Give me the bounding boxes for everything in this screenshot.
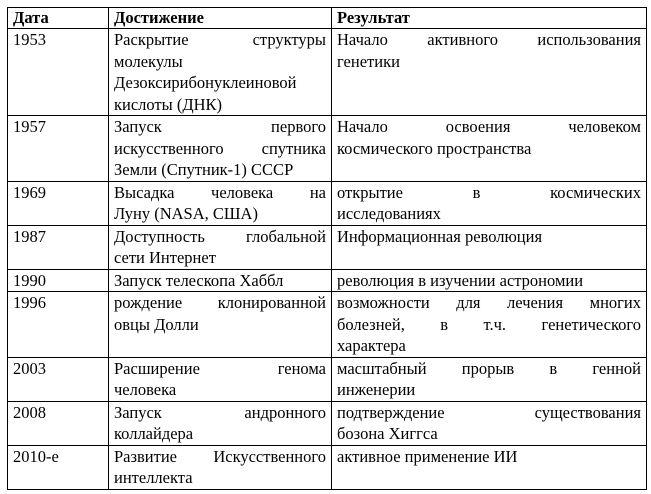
achievement-line: Расширение генома <box>114 358 326 378</box>
cell-date: 1953 <box>8 29 109 116</box>
header-result: Результат <box>332 8 647 29</box>
cell-date: 1957 <box>8 116 109 182</box>
table-row <box>8 225 647 269</box>
cell-date: 1990 <box>8 269 109 292</box>
result-line: бозона Хиггса <box>337 424 438 443</box>
result-line: масштабный прорыв в генной <box>337 358 641 378</box>
cell-achievement <box>109 269 332 292</box>
cell-achievement <box>109 401 332 445</box>
result-line: Начало активного использования <box>337 30 641 49</box>
achievement-line: Земли (Спутник-1) СССР <box>114 160 294 179</box>
achievement-line: молекулы <box>114 51 183 71</box>
cell-date: 2010-е <box>8 445 109 489</box>
result-line: космического пространства <box>337 138 532 158</box>
cell-achievement <box>109 357 332 401</box>
result-line: активное применение ИИ <box>337 446 518 466</box>
table-row <box>8 357 647 401</box>
achievement-line: Высадка человека на <box>114 182 326 202</box>
table-row <box>8 181 647 225</box>
cell-achievement <box>109 29 332 116</box>
achievement-line: Доступность глобальной <box>114 226 326 246</box>
cell-achievement <box>109 116 332 182</box>
cell-result <box>332 181 647 225</box>
achievement-line: коллайдера <box>114 424 194 443</box>
cell-achievement <box>109 292 332 358</box>
table-body <box>8 29 647 490</box>
result-line: генетики <box>337 51 400 71</box>
cell-result <box>332 401 647 445</box>
cell-date: 2003 <box>8 357 109 401</box>
cell-date: 1969 <box>8 181 109 225</box>
achievement-line: Запуск телескопа Хаббл <box>114 270 284 290</box>
table-row <box>8 116 647 182</box>
result-line: подтверждение существования <box>337 402 641 422</box>
cell-date: 2008 <box>8 401 109 445</box>
achievements-table <box>7 7 647 490</box>
cell-result <box>332 225 647 269</box>
achievement-line: Запуск первого <box>114 117 326 136</box>
cell-date: 1987 <box>8 225 109 269</box>
table-row <box>8 269 647 292</box>
cell-achievement <box>109 181 332 225</box>
achievement-line: Луну (NASA, США) <box>114 204 258 223</box>
result-line: возможности для лечения многих <box>337 293 641 312</box>
achievement-line: сети Интернет <box>114 248 216 267</box>
achievement-line: кислоты (ДНК) <box>114 94 223 114</box>
achievement-line: овцы Долли <box>114 314 199 334</box>
achievement-line: искусственного спутника <box>114 138 326 158</box>
cell-result <box>332 445 647 489</box>
achievement-line: человека <box>114 380 177 399</box>
cell-date: 1996 <box>8 292 109 358</box>
header-row <box>8 8 647 29</box>
table-row <box>8 29 647 116</box>
table-row <box>8 445 647 489</box>
result-line: болезней, в т.ч. генетического <box>337 314 641 334</box>
header-date: Дата <box>8 8 109 29</box>
achievement-line: Запуск андронного <box>114 402 326 422</box>
cell-result <box>332 269 647 292</box>
cell-result <box>332 357 647 401</box>
achievement-line: Раскрытие структуры <box>114 30 326 49</box>
result-line: Информационная революция <box>337 226 543 246</box>
achievement-line: Развитие Искусственного <box>114 446 326 466</box>
table-row <box>8 292 647 358</box>
table-row <box>8 401 647 445</box>
cell-achievement <box>109 225 332 269</box>
achievement-line: Дезоксирибонуклеиновой <box>114 73 297 92</box>
cell-result <box>332 116 647 182</box>
result-line: исследованиях <box>337 204 441 223</box>
achievement-line: интеллекта <box>114 468 193 487</box>
result-line: открытие в космических <box>337 182 641 202</box>
header-achievement: Достижение <box>109 8 332 29</box>
result-line: революция в изучении астрономии <box>337 270 584 290</box>
result-line: Начало освоения человеком <box>337 117 641 136</box>
cell-result <box>332 292 647 358</box>
result-line: характера <box>337 336 406 355</box>
cell-achievement <box>109 445 332 489</box>
result-line: инженерии <box>337 380 416 399</box>
cell-result <box>332 29 647 116</box>
achievement-line: рождение клонированной <box>114 293 326 312</box>
